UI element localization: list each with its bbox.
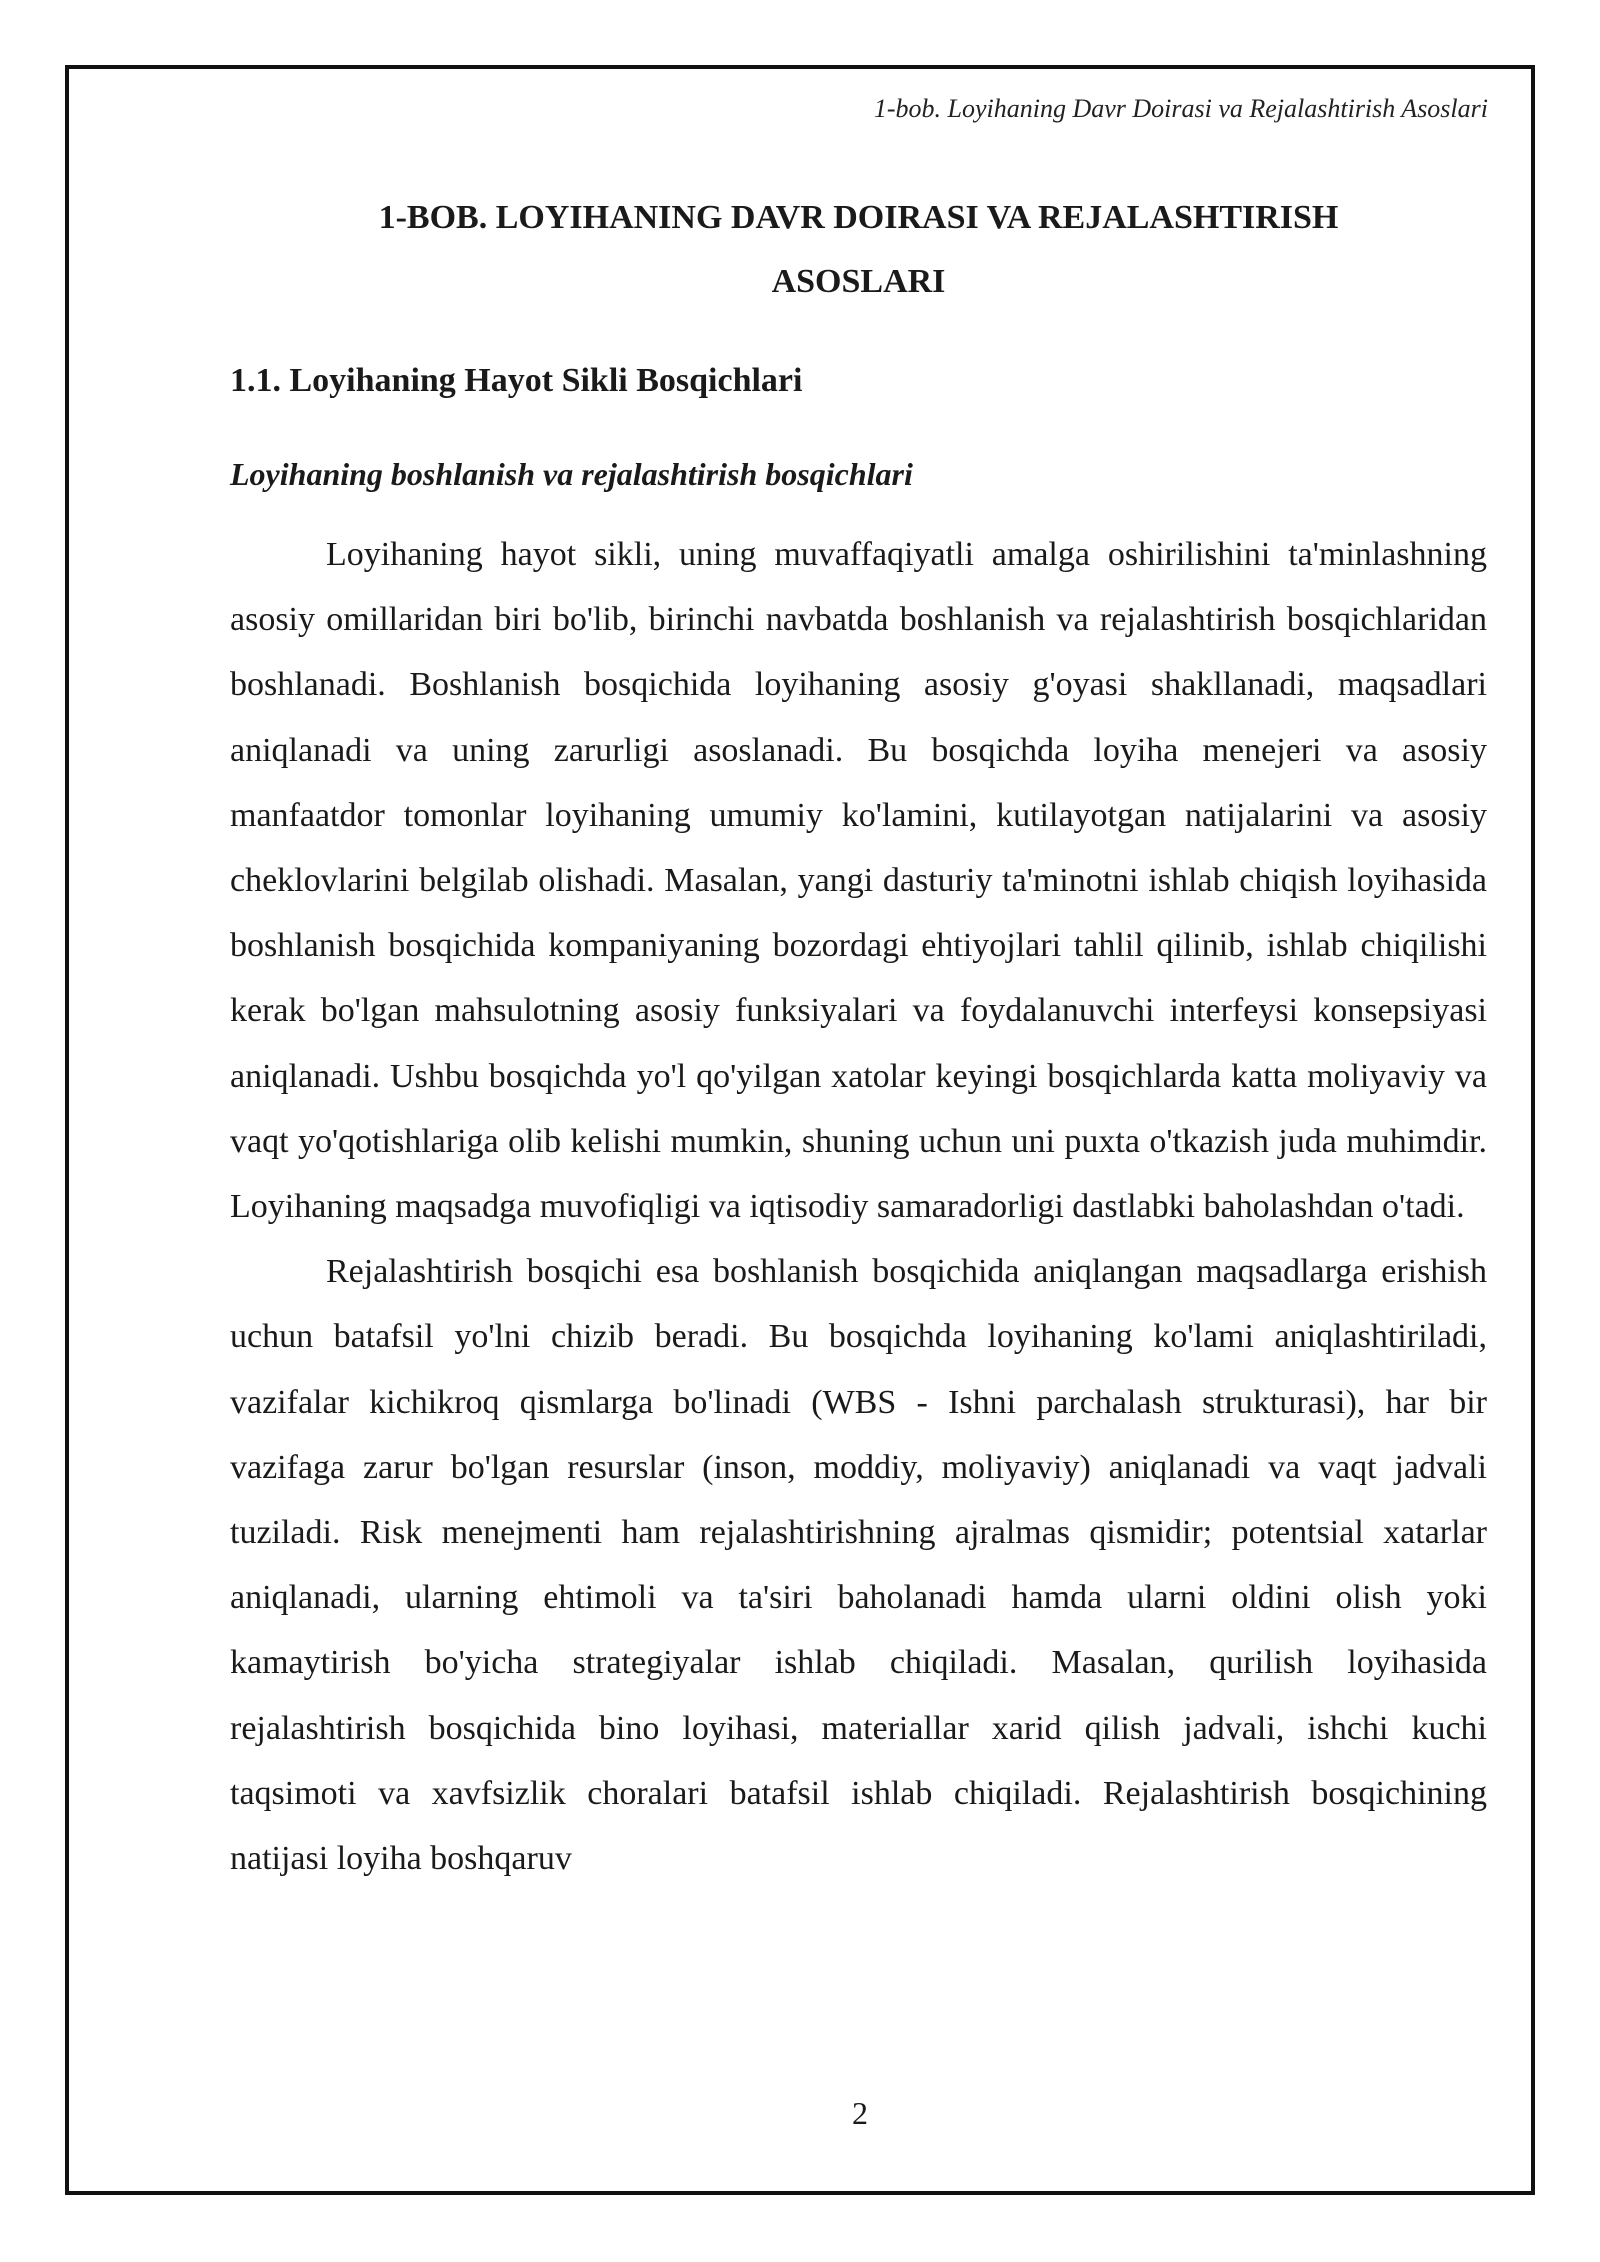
- body-text: [230, 522, 1487, 1891]
- paragraph: Loyihaning hayot sikli, uning muvaffaqiyatli amalga oshirilishini ta'minlashning asosiy omillaridan biri bo'lib, birinchi navbatda boshlanish va rejalashtirish bosqichlaridan boshlanadi. Boshlanish bosqichida loyihaning asosiy g'oyasi shakllanadi, maqsadlari aniqlanadi va uning zarurligi asoslanadi. Bu bosqichda loyiha menejeri va asosiy manfaatdor tomonlar loyihaning umumiy ko'lamini, kutilayotgan natijalarini va asosiy cheklovlarini belgilab olishadi. Masalan, yangi dasturiy ta'minotni ishlab chiqish loyihasida boshlanish bosqichida kompaniyaning bozordagi ehtiyojlari tahlil qilinib, ishlab chiqilishi kerak bo'lgan mahsulotning asosiy funksiyalari va foydalanuvchi interfeysi konsepsiyasi aniqlanadi. Ushbu bosqichda yo'l qo'yilgan xatolar keyingi bosqichlarda katta moliyaviy va vaqt yo'qotishlariga olib kelishi mumkin, shuning uchun uni puxta o'tkazish juda muhimdir. Loyihaning maqsadga muvofiqligi va iqtisodiy samaradorligi dastlabki baholashdan o'tadi.: [230, 536, 1487, 1226]
- section-heading: 1.1. Loyihaning Hayot Sikli Bosqichlari: [230, 362, 803, 399]
- running-header: 1-bob. Loyihaning Davr Doirasi va Rejalashtirish Asoslari: [873, 94, 1488, 123]
- chapter-title: [230, 186, 1487, 314]
- chapter-title-line-1: 1-BOB. LOYIHANING DAVR DOIRASI VA REJALASHTIRISH: [378, 199, 1339, 236]
- subsection-heading: Loyihaning boshlanish va rejalashtirish bosqichlari: [230, 456, 913, 492]
- page-number: 2: [852, 2095, 868, 2131]
- paragraph: Rejalashtirish bosqichi esa boshlanish bosqichida aniqlangan maqsadlarga erishish uchun batafsil yo'lni chizib beradi. Bu bosqichda loyihaning ko'lami aniqlashtiriladi, vazifalar kichikroq qismlarga bo'linadi (WBS - Ishni parchalash strukturasi), har bir vazifaga zarur bo'lgan resurslar (inson, moddiy, moliyaviy) aniqlanadi va vaqt jadvali tuziladi. Risk menejmenti ham rejalashtirishning ajralmas qismidir; potentsial xatarlar aniqlanadi, ularning ehtimoli va ta'siri baholanadi hamda ularni oldini olish yoki kamaytirish bo'yicha strategiyalar ishlab chiqiladi. Masalan, qurilish loyihasida rejalashtirish bosqichida bino loyihasi, materiallar xarid qilish jadvali, ishchi kuchi taqsimoti va xavfsizlik choralari batafsil ishlab chiqiladi. Rejalashtirish bosqichining natijasi loyiha boshqaruv: [230, 1253, 1487, 1878]
- chapter-title-line-2: ASOSLARI: [771, 263, 946, 300]
